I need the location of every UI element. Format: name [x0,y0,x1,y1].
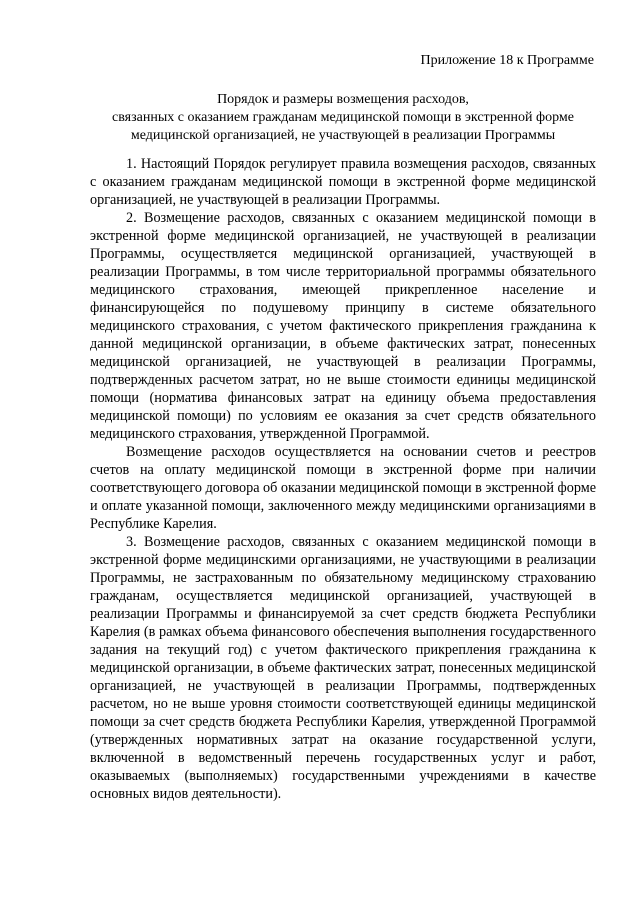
title-line-1: Порядок и размеры возмещения расходов, [217,92,469,107]
appendix-label: Приложение 18 к Программе [420,53,594,68]
paragraph-4: 3. Возмещение расходов, связанных с оказанием медицинской помощи в экстренной форме медицинскими организациями, не участвующими в реализации Программы, не застрахованным по обязательному медицинскому страхованию гражданам, осуществляется медицинской организацией, участвующей в реализации Программы и финансируемой за счет средств бюджета Республики Карелия (в рамках объема финансового обеспечения выполнения государственного задания на текущий год) с учетом фактического прикрепления гражданина к медицинской организации, в объеме фактических затрат, понесенных медицинской организацией, не участвующей в реализации Программы, подтвержденных расчетом, но не выше уровня стоимости соответствующей единицы медицинской помощи за счет средств бюджета Республики Карелия, утвержденной Программой (утвержденных нормативных затрат на оказание государственной услуги, включенной в ведомственный перечень государственных услуг и работ, оказываемых (выполняемых) государственными учреждениями в качестве основных видов деятельности). [90,534,596,802]
paragraph-1: 1. Настоящий Порядок регулирует правила возмещения расходов, связанных с оказанием гражданам медицинской помощи в экстренной форме медицинской организацией, не участвующей в реализации Программы. [90,156,596,208]
document-body [90,155,596,803]
paragraph-3: Возмещение расходов осуществляется на основании счетов и реестров счетов на оплату медицинской помощи в экстренной форме при наличии соответствующего договора об оказании медицинской помощи в экстренной форме и оплате указанной помощи, заключенного между медицинскими организациями в Республике Карелия. [90,444,596,532]
paragraph-2: 2. Возмещение расходов, связанных с оказанием медицинской помощи в экстренной форме медицинской организацией, не участвующей в реализации Программы, осуществляется медицинской организацией, участвующей в реализации Программы, в том числе территориальной программы обязательного медицинского страхования, имеющей прикрепленное население и финансирующейся по подушевому принципу в системе обязательного медицинского страхования, с учетом фактического прикрепления гражданина к данной медицинской организации, в объеме фактических затрат, понесенных медицинской организацией, не участвующей в реализации Программы, подтвержденных расчетом затрат, но не выше стоимости единицы медицинской помощи (норматива финансовых затрат на единицу объема предоставления медицинской помощи) по условиям ее оказания за счет средств обязательного медицинского страхования, утвержденной Программой. [90,210,596,442]
document-title [90,91,596,145]
title-line-2: связанных с оказанием гражданам медицинской помощи в экстренной форме [112,110,574,125]
title-line-3: медицинской организацией, не участвующей в реализации Программы [130,128,556,143]
